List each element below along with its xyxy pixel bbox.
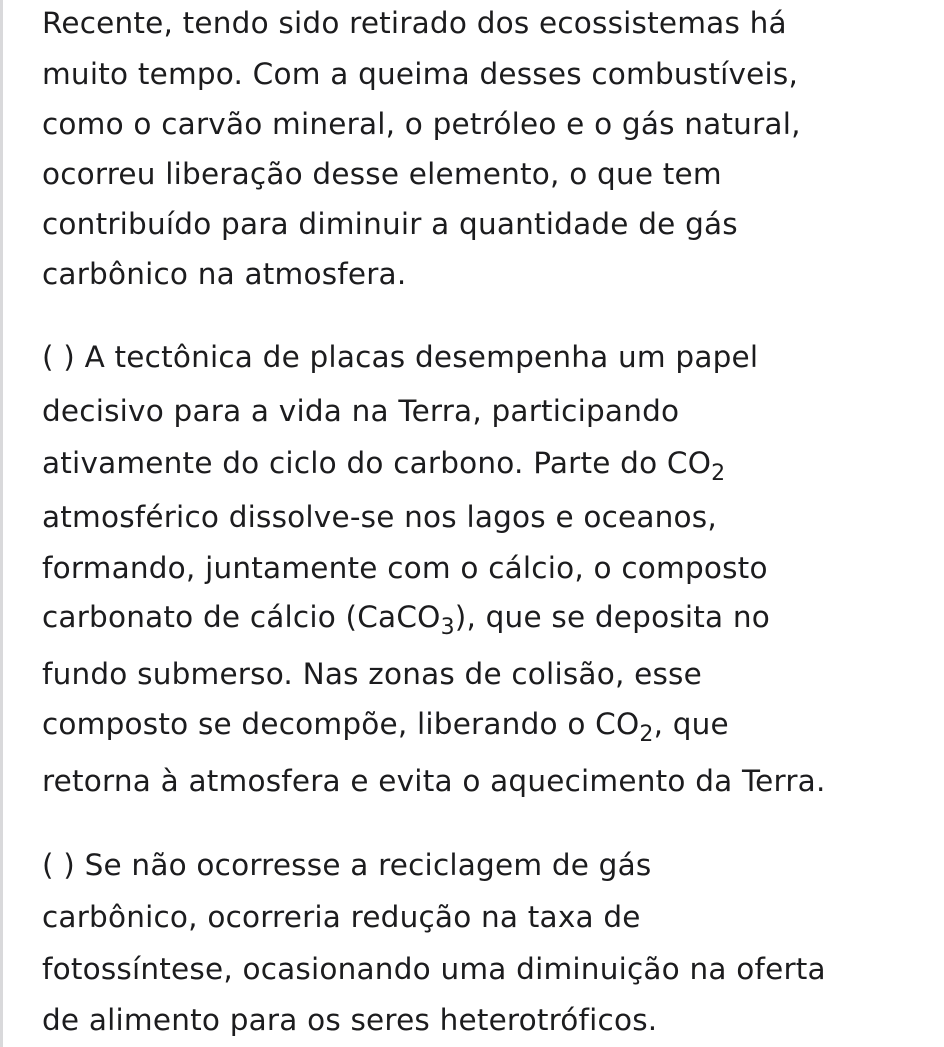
text-line: ocorreu liberação desse elemento, o que tem <box>42 157 722 191</box>
text-line: ( ) Se não ocorresse a reciclagem de gás <box>42 848 652 882</box>
text-line <box>42 446 726 486</box>
text-line: fundo submerso. Nas zonas de colisão, esse <box>42 657 702 691</box>
subscript: 2 <box>639 722 654 747</box>
text-line: decisivo para a vida na Terra, participando <box>42 394 680 428</box>
left-border <box>0 0 3 1047</box>
text-line: de alimento para os seres heterotróficos. <box>42 1003 658 1037</box>
text-line: muito tempo. Com a queima desses combustíveis, <box>42 57 799 91</box>
text-line: contribuído para diminuir a quantidade de gás <box>42 207 738 241</box>
text-line: fotossíntese, ocasionando uma diminuição na oferta <box>42 952 826 986</box>
text-line: retorna à atmosfera e evita o aquecimento da Terra. <box>42 764 826 798</box>
text-segment: , que <box>653 707 729 741</box>
text-line: atmosférico dissolve-se nos lagos e oceanos, <box>42 500 717 534</box>
subscript: 2 <box>711 461 726 486</box>
text-line: Recente, tendo sido retirado dos ecossistemas há <box>42 6 787 40</box>
text-segment: carbonato de cálcio (CaCO <box>42 600 441 634</box>
text-line: como o carvão mineral, o petróleo e o gás natural, <box>42 107 801 141</box>
subscript: 3 <box>440 615 455 640</box>
text-line <box>42 707 729 747</box>
text-line: carbônico, ocorreria redução na taxa de <box>42 900 641 934</box>
text-line: ( ) A tectônica de placas desempenha um papel <box>42 340 759 374</box>
text-segment: composto se decompõe, liberando o CO <box>42 707 640 741</box>
text-segment: ), que se deposita no <box>454 600 771 634</box>
text-line <box>42 600 771 640</box>
text-segment: ativamente do ciclo do carbono. Parte do CO <box>42 446 712 480</box>
text-line: formando, juntamente com o cálcio, o composto <box>42 551 768 585</box>
text-line: carbônico na atmosfera. <box>42 257 407 291</box>
